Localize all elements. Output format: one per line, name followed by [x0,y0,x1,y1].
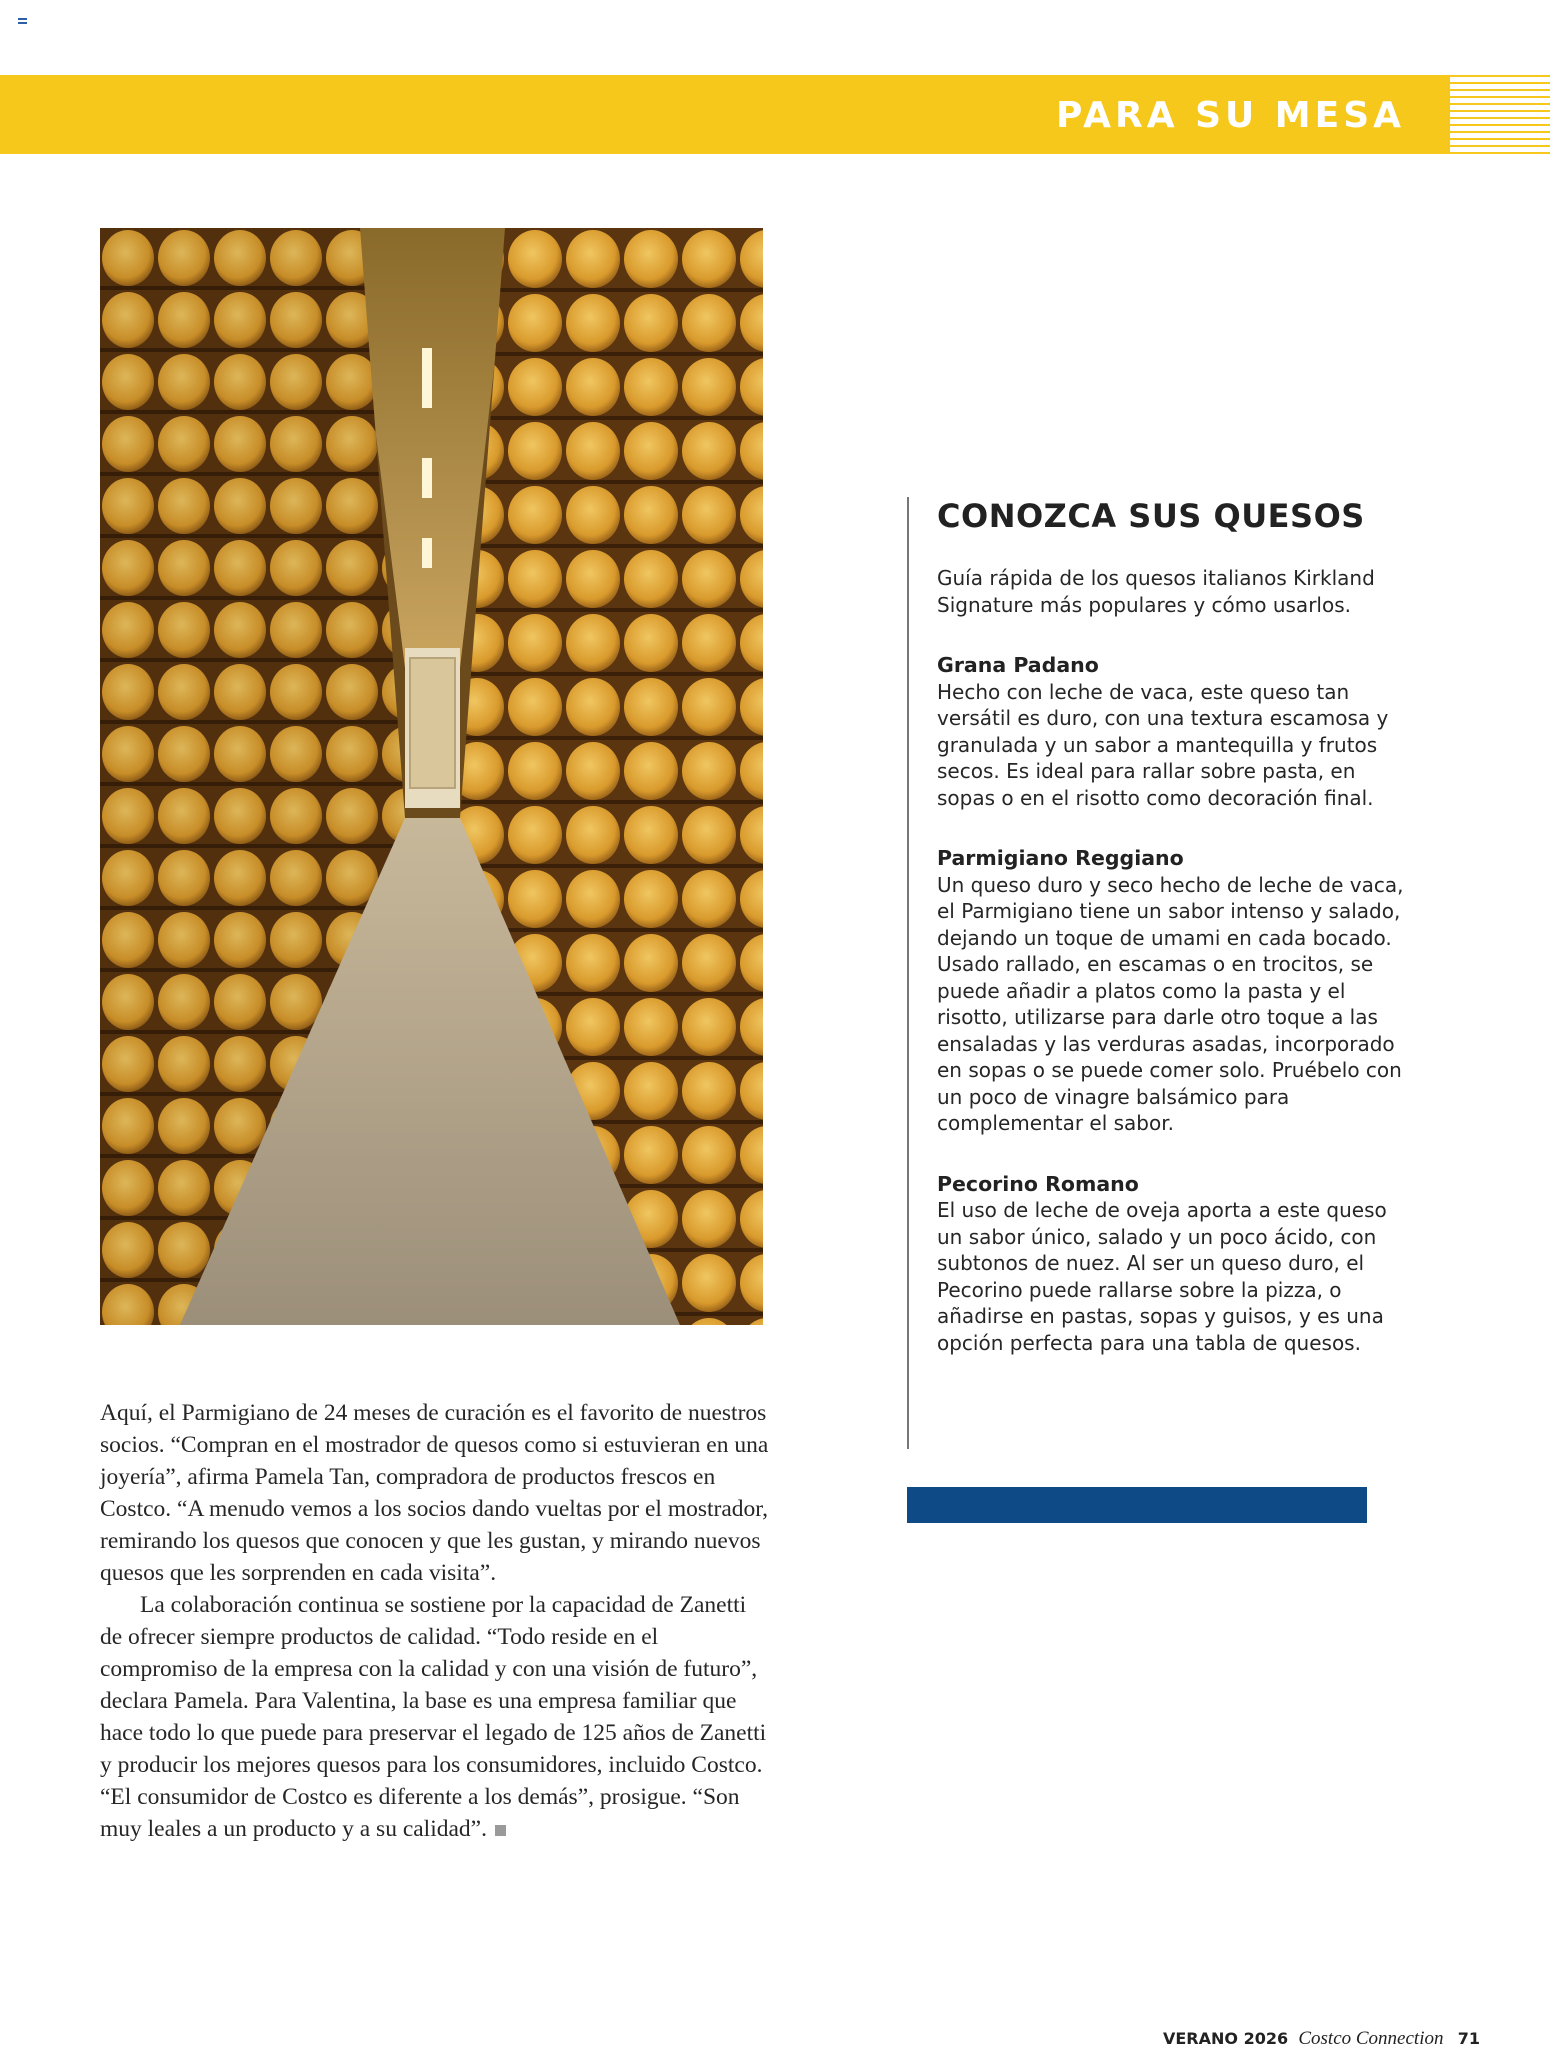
sidebar-title: CONOZCA SUS QUESOS [937,497,1365,535]
banner-stripes [1450,75,1550,154]
cheese-guide-sidebar [907,497,1407,1449]
article-paragraph-text: La colaboración continua se sostiene por la capacidad de Zanetti de ofrecer siempre productos de calidad. “Todo reside en el compromiso de la empresa con la calidad y con una visión de futuro”, declara Pamela. Para Valentina, la base es una empresa familiar que hace todo lo que puede para preservar el legado de 125 años de Zanetti y producir los mejores quesos para los consumidores, incluido Costco. “El consumidor de Costco es diferente a los demás”, prosigue. “Son muy leales a un producto y a su calidad”. [100,1592,767,1842]
cheese-warehouse-photo [100,228,763,1325]
cheese-name: Grana Padano [937,653,1099,677]
footer-magazine-name: Costco Connection [1298,2028,1444,2049]
sidebar-accent-bar [907,1487,1367,1523]
cheese-description: Hecho con leche de vaca, este queso tan versátil es duro, con una textura escamosa y granulada y un sabor a mantequilla y frutos secos. Es ideal para rallar sobre pasta, en sopas o en el risotto como decoración final. [937,679,1389,810]
section-banner [0,75,1450,154]
end-mark-icon [495,1825,506,1836]
cheese-name: Parmigiano Reggiano [937,846,1184,870]
corner-mark [18,18,27,24]
footer-season: VERANO 2026 [1162,2029,1289,2048]
article-paragraph [100,1589,770,1845]
section-title: PARA SU MESA [1056,95,1405,136]
cheese-entry [937,845,1407,1137]
cheese-description: El uso de leche de oveja aporta a este queso un sabor único, salado y un poco ácido, con subtonos de nuez. Al ser un queso duro, el Pecorino puede rallarse sobre la pizza, o añadirse en pastas, sopas y guisos, y es una opción perfecta para una tabla de quesos. [937,1198,1387,1355]
article-paragraph: Aquí, el Parmigiano de 24 meses de curación es el favorito de nuestros socios. “Compran en el mostrador de quesos como si estuvieran en una joyería”, afirma Pamela Tan, compradora de productos frescos en Costco. “A menudo vemos a los socios dando vueltas por el mostrador, remirando los quesos que conocen y que les gustan, y mirando nuevos quesos que les sorprenden en cada visita”. [100,1400,769,1586]
page-footer [1163,2028,1480,2050]
page-number: 71 [1457,2029,1480,2048]
cheese-entry [937,652,1407,811]
cheese-entry [937,1171,1407,1357]
article-body [100,1397,770,1845]
sidebar-intro: Guía rápida de los quesos italianos Kirkland Signature más populares y cómo usarlos. [937,566,1375,617]
cheese-description: Un queso duro y seco hecho de leche de vaca, el Parmigiano tiene un sabor intenso y salado, dejando un toque de umami en cada bocado. Usado rallado, en escamas o en trocitos, se puede añadir a platos como la pasta y el risotto, utilizarse para darle otro toque a las ensaladas y las verduras asadas, incorporado en sopas o se puede comer solo. Pruébelo con un poco de vinagre balsámico para complementar el sabor. [937,872,1404,1135]
cheese-name: Pecorino Romano [937,1171,1139,1196]
